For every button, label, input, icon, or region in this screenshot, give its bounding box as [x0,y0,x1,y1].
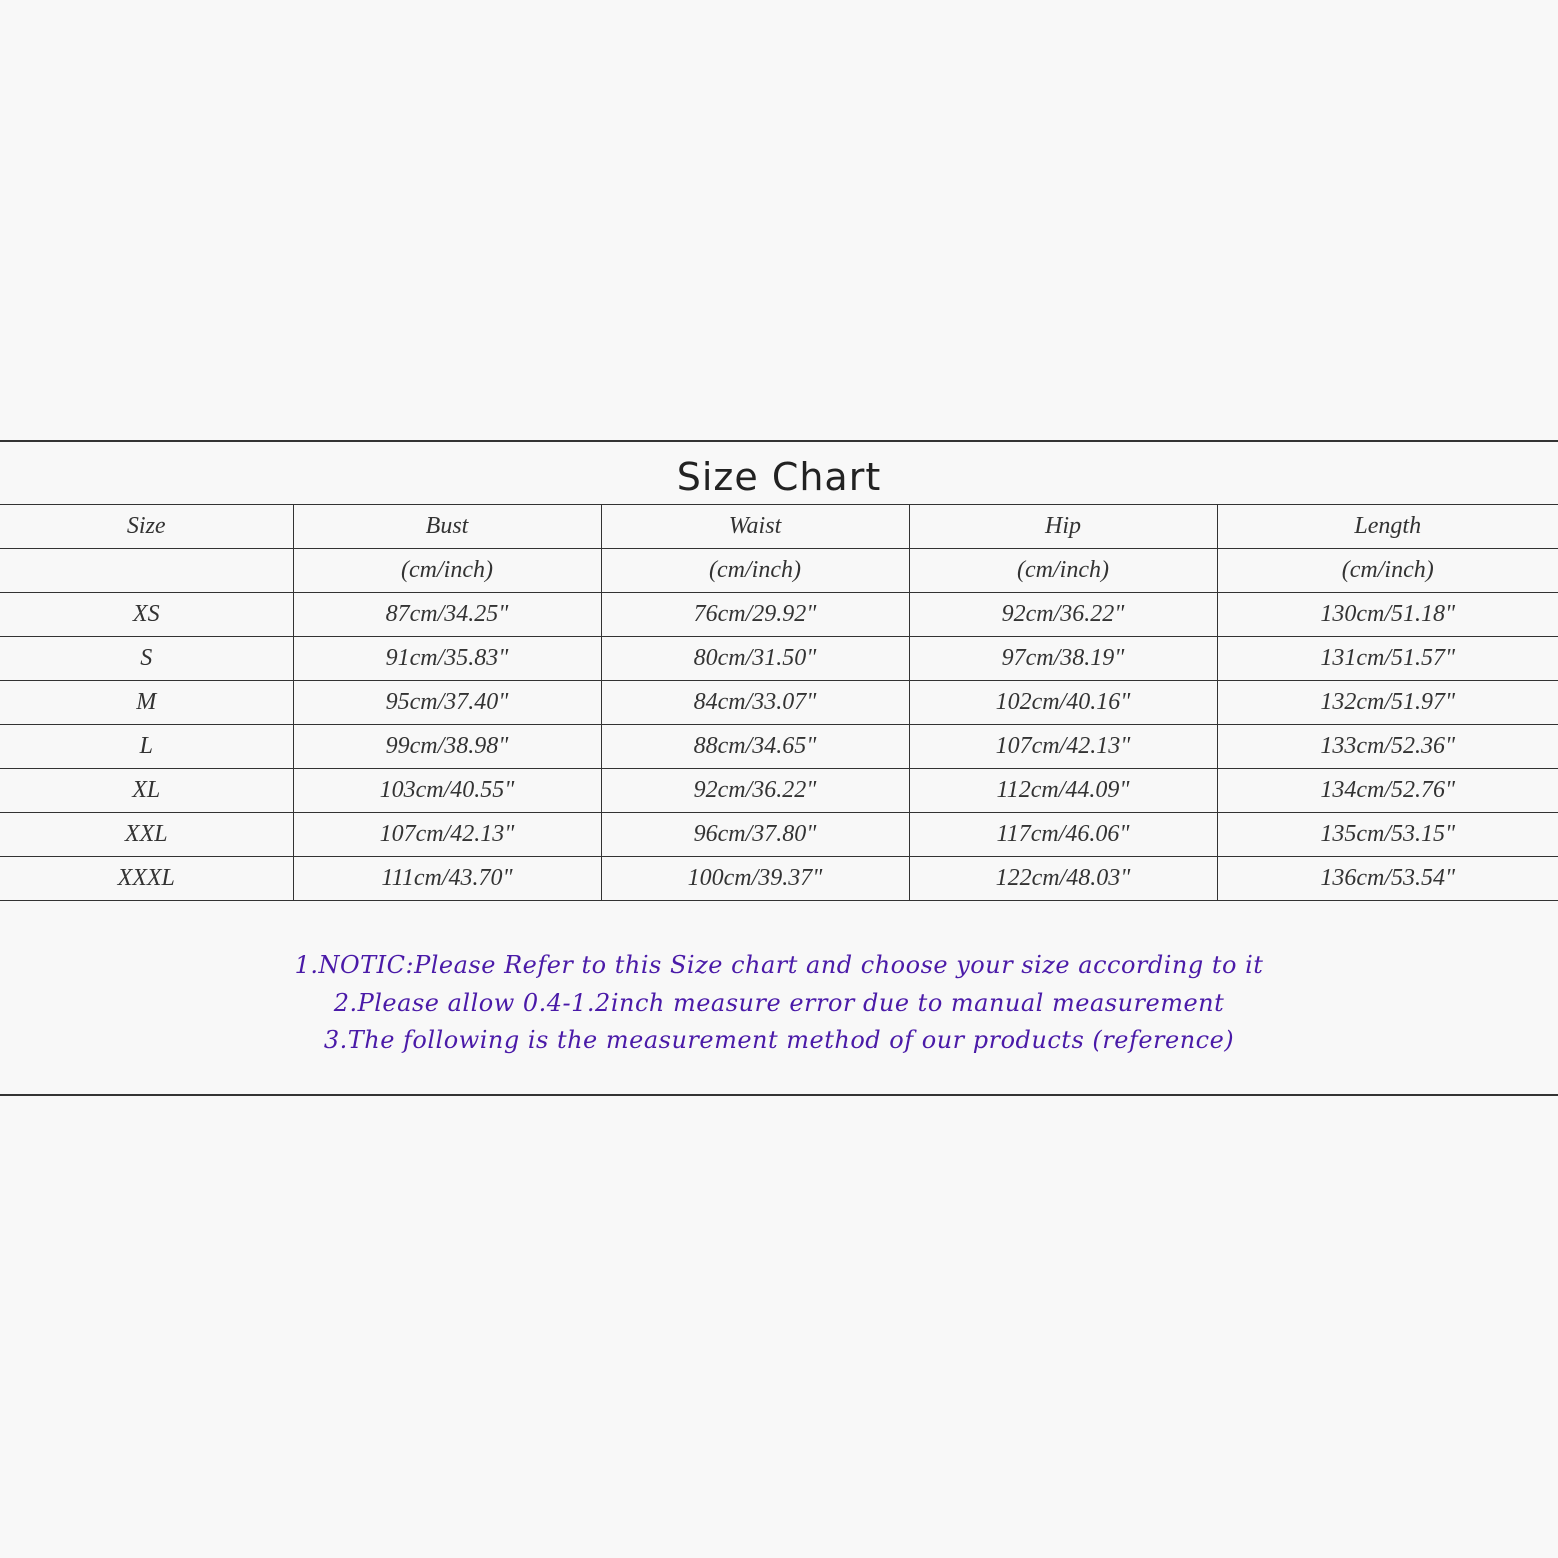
table-row-cell: 134cm/52.76" [1217,769,1558,813]
table-row-cell: 112cm/44.09" [909,769,1217,813]
header-row [0,505,1558,549]
table-row-cell: XXXL [0,857,293,901]
table-row-cell: XL [0,769,293,813]
table-row-cell: 87cm/34.25" [293,593,601,637]
units-row-cell: (cm/inch) [909,549,1217,593]
header-row-cell: Hip [909,505,1217,549]
table-row-cell: 92cm/36.22" [909,593,1217,637]
table-row [0,593,1558,637]
table-row-cell: 103cm/40.55" [293,769,601,813]
table-row-cell: 111cm/43.70" [293,857,601,901]
header-row-cell: Size [0,505,293,549]
table-row-cell: 117cm/46.06" [909,813,1217,857]
table-row-cell: 96cm/37.80" [601,813,909,857]
table-row-cell: 99cm/38.98" [293,725,601,769]
table-row-cell: 132cm/51.97" [1217,681,1558,725]
units-row-cell [0,549,293,593]
table-row [0,769,1558,813]
header-row-cell: Bust [293,505,601,549]
units-row-cell: (cm/inch) [293,549,601,593]
table-row-cell: 76cm/29.92" [601,593,909,637]
table-row-cell: 80cm/31.50" [601,637,909,681]
table-row [0,857,1558,901]
table-row-cell: XS [0,593,293,637]
table-row-cell: 133cm/52.36" [1217,725,1558,769]
note-line: 2.Please allow 0.4-1.2inch measure error due to manual measurement [333,988,1225,1017]
table-row-cell: XXL [0,813,293,857]
table-row-cell: 107cm/42.13" [293,813,601,857]
table-row [0,637,1558,681]
table-row-cell: 135cm/53.15" [1217,813,1558,857]
table-row-cell: 84cm/33.07" [601,681,909,725]
table-row-cell: 122cm/48.03" [909,857,1217,901]
table-row-cell: 91cm/35.83" [293,637,601,681]
table-row-cell: 100cm/39.37" [601,857,909,901]
units-row-cell: (cm/inch) [1217,549,1558,593]
chart-title: Size Chart [676,455,882,499]
table-row-cell: 92cm/36.22" [601,769,909,813]
table-row-cell: S [0,637,293,681]
size-table [0,504,1558,901]
table-row [0,725,1558,769]
table-row-cell: M [0,681,293,725]
units-row [0,549,1558,593]
table-row [0,813,1558,857]
notes [0,947,1558,1060]
table-row-cell: 95cm/37.40" [293,681,601,725]
table-row-cell: 102cm/40.16" [909,681,1217,725]
table-row-cell: 136cm/53.54" [1217,857,1558,901]
header-row-cell: Length [1217,505,1558,549]
units-row-cell: (cm/inch) [601,549,909,593]
table-row-cell: 97cm/38.19" [909,637,1217,681]
table-row-cell: 130cm/51.18" [1217,593,1558,637]
size-chart [0,440,1558,1096]
table-row-cell: L [0,725,293,769]
table-row-cell: 107cm/42.13" [909,725,1217,769]
note-line: 1.NOTIC:Please Refer to this Size chart and choose your size according to it [294,951,1264,979]
table-row-cell: 88cm/34.65" [601,725,909,769]
table-row-cell: 131cm/51.57" [1217,637,1558,681]
header-row-cell: Waist [601,505,909,549]
table-row [0,681,1558,725]
note-line: 3.The following is the measurement method of our products (reference) [323,1026,1235,1054]
